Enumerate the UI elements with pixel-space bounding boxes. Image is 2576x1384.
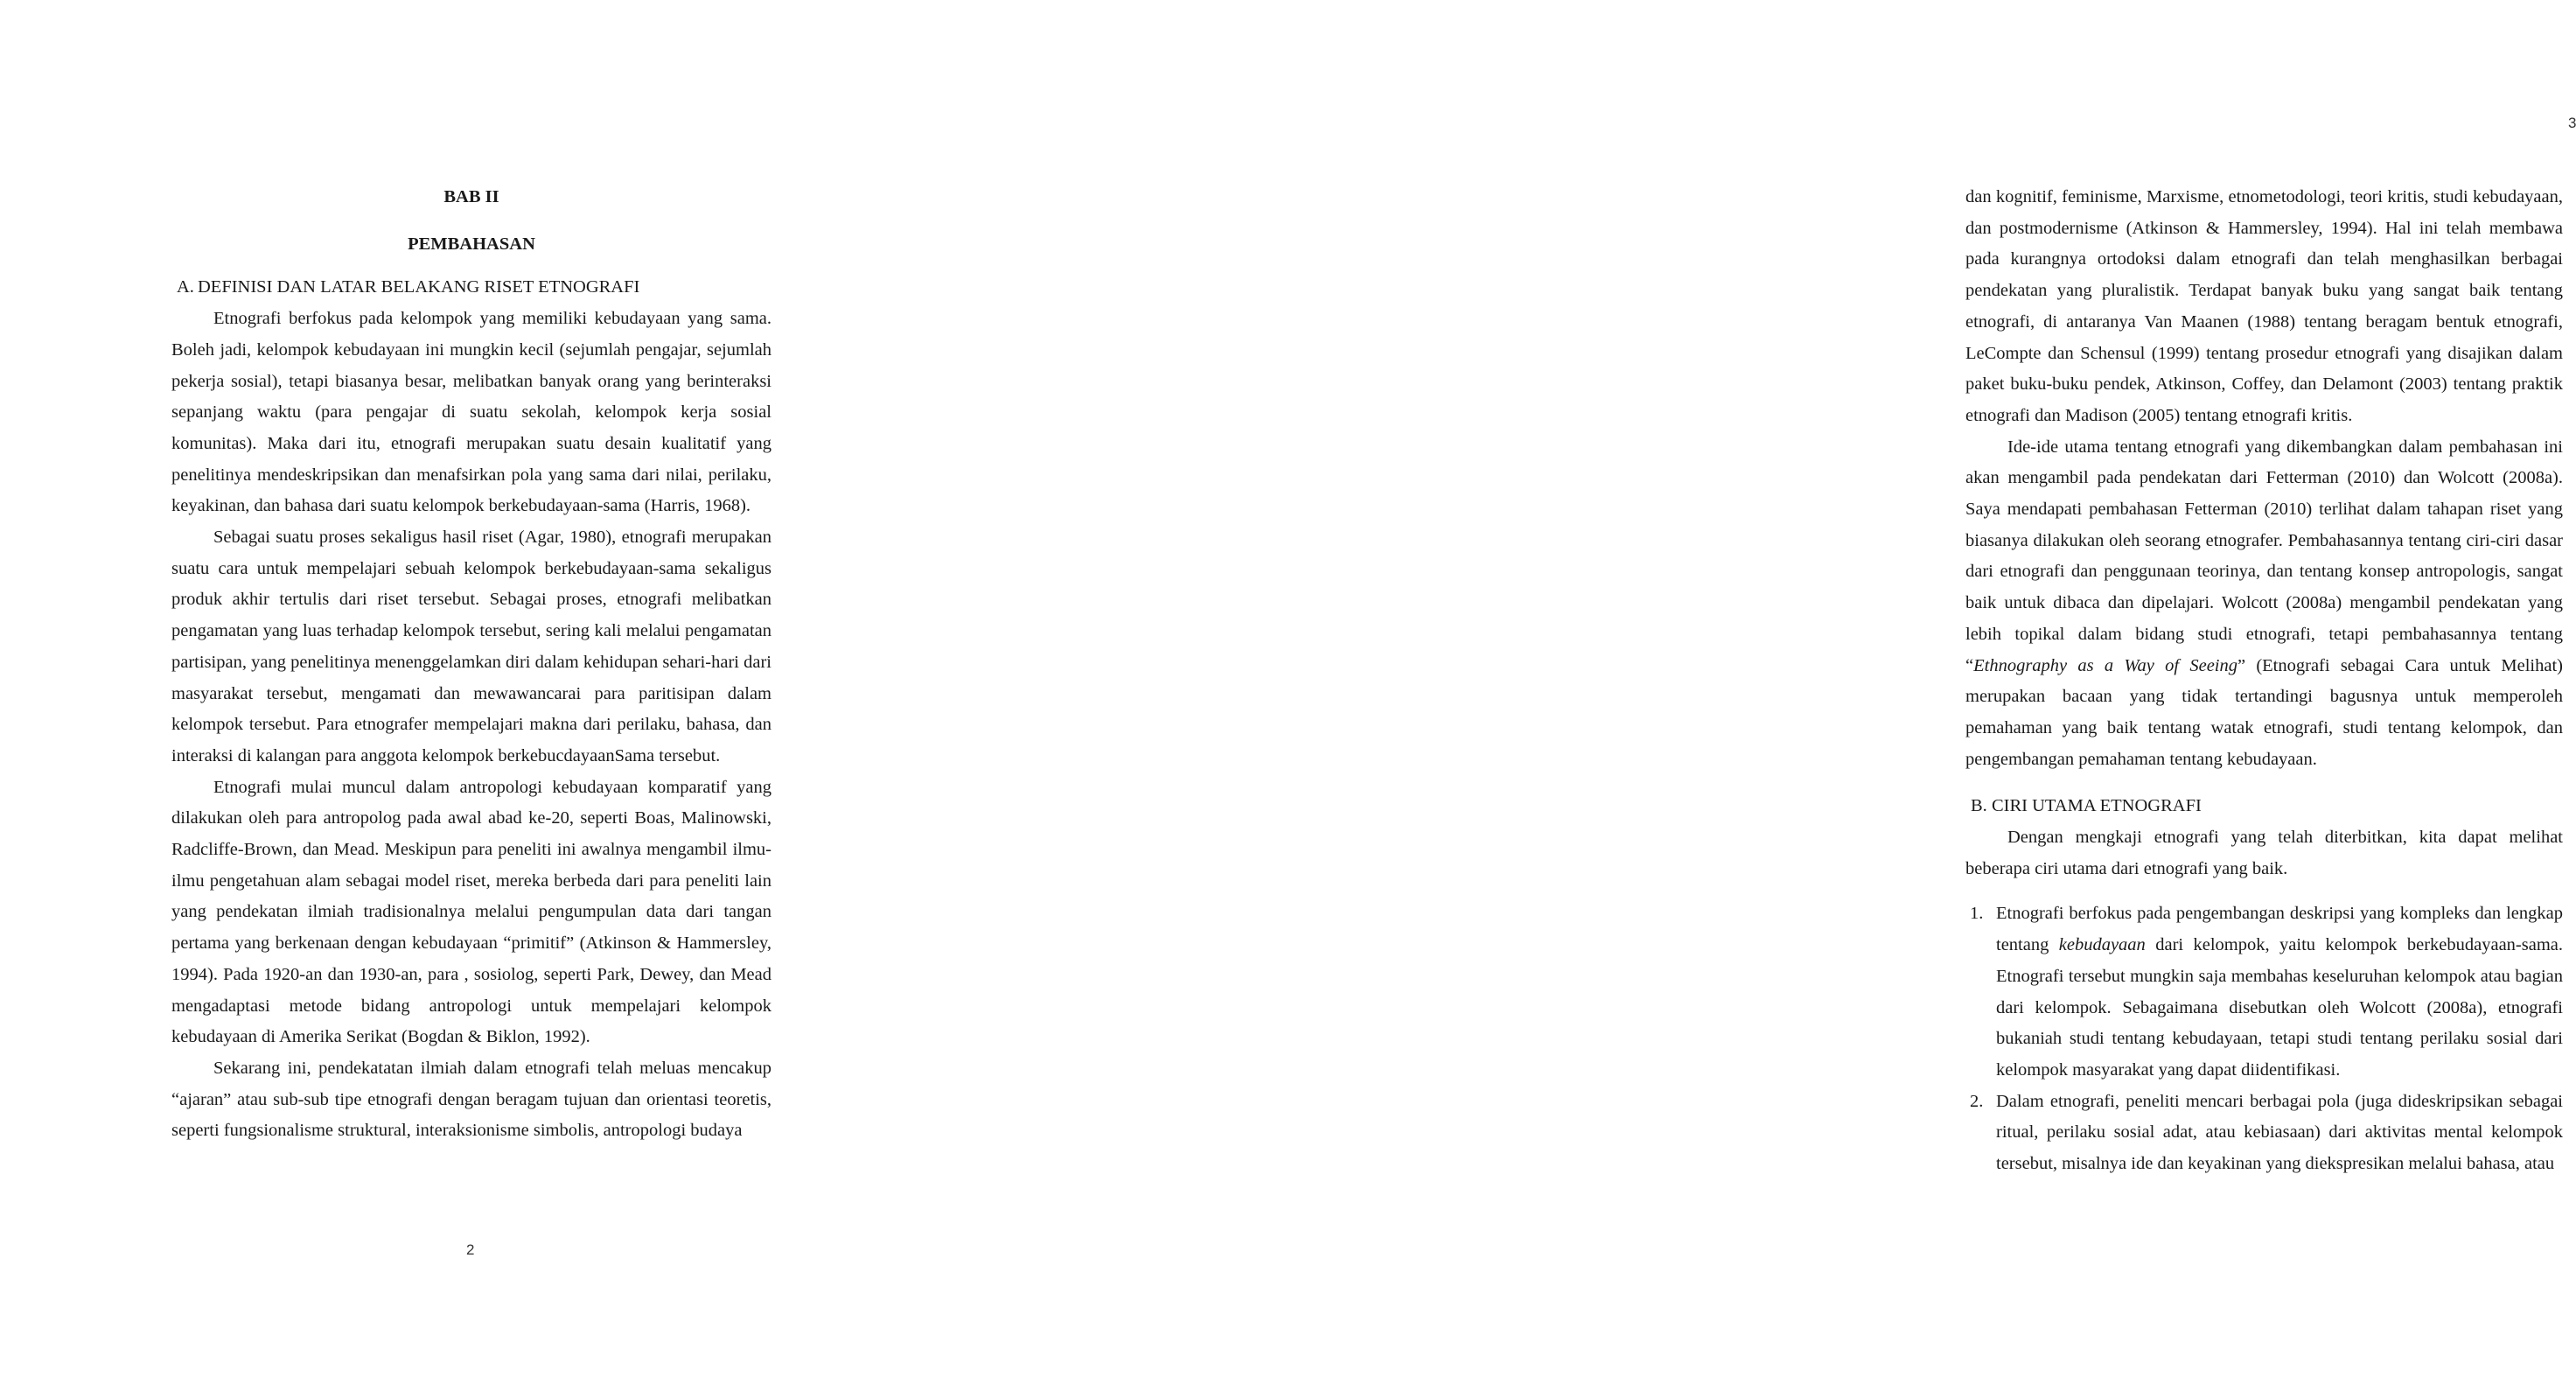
section-a-letter: A. [177,277,194,297]
list-text: Etnografi berfokus pada pengembangan deskripsi yang kompleks dan lengkap tentang [1996,904,2563,955]
section-b-title: CIRI UTAMA ETNOGRAFI [1992,796,2202,816]
paragraph: Etnografi berfokus pada kelompok yang memiliki kebudayaan yang sama. Boleh jadi, kelompok kebudayaan ini mungkin kecil (sejumlah pengajar, sejumlah pekerja sosial), tetapi biasanya besar, melibatkan banyak orang yang berinteraksi sepanjang waktu (para pengajar di suatu sekolah, kelompok kerja sosial komunitas). Maka dari itu, etnografi merupakan suatu desain kualitatif yang penelitinya mendeskripsikan dan menafsirkan pola yang sama dari nilai, perilaku, keyakinan, dan bahasa dari suatu kelompok berkebudayaan-sama (Harris, 1968). [171,309,771,516]
left-page [0,0,896,1384]
chapter-label: BAB II [443,187,499,206]
list-item [1965,898,2563,1086]
paragraph: Sekarang ini, pendekatatan ilmiah dalam etnografi telah meluas mencakup “ajaran” atau sub-sub tipe etnografi dengan beragam tujuan dan orientasi teoretis, seperti fungsionalisme struktural, interaksionisme simbolis, antropologi budaya [171,1058,771,1141]
paragraph-text: ” (Etnografi sebagai Cara untuk Melihat) merupakan bacaan yang tidak tertandingi bagusnya untuk memperoleh pemahaman yang baik tentang watak etnografi, studi tentang kelompok, dan pengembangan pemahaman tentang kebudayaan. [1965,655,2563,769]
paragraph: Dengan mengkaji etnografi yang telah diterbitkan, kita dapat melihat beberapa ciri utama dari etnografi yang baik. [1965,828,2563,878]
paragraph: Sebagai suatu proses sekaligus hasil riset (Agar, 1980), etnografi merupakan suatu cara untuk mempelajari sebuah kelompok berkebudayaan-sama sekaligus produk akhir tertulis dari riset tersebut. Sebagai proses, etnografi melibatkan pengamatan yang luas terhadap kelompok tersebut, sering kali melalui pengamatan partisipan, yang penelitinya menenggelamkan diri dalam kehidupan sehari-hari dari masyarakat tersebut, mengamati dan mewawancarai para paritisipan dalam kelompok tersebut. Para etnografer mempelajari makna dari perilaku, bahasa, dan interaksi di kalangan para anggota kelompok berkebucdayaanSama tersebut. [171,528,771,765]
paragraph-continued: dan kognitif, feminisme, Marxisme, etnometodologi, teori kritis, studi kebudayaan, dan postmodernisme (Atkinson & Hammersley, 1994). Hal ini telah membawa pada kurangnya ortodoksi dalam etnografi dan telah menghasilkan berbagai pendekatan yang pluralistik. Terdapat banyak buku yang sangat baik tentang etnografi, di antaranya Van Maanen (1988) tentang beragam bentuk etnografi, LeCompte dan Schensul (1999) tentang prosedur etnografi yang disajikan dalam paket buku-buku pendek, Atkinson, Coffey, dan Delamont (2003) tentang praktik etnografi dan Madison (2005) tentang etnografi kritis. [1965,187,2563,425]
list-number: 2. [1970,1091,1984,1111]
section-a-title: DEFINISI DAN LATAR BELAKANG RISET ETNOGRAFI [198,277,640,297]
book-title: Ethnography as a Way of Seeing [1973,655,2237,675]
list-item [1965,1087,2563,1180]
list-number: 1. [1970,904,1984,924]
page-number: 3 [2568,115,2576,131]
feature-list [1965,898,2563,1179]
paragraph [1965,432,2563,776]
list-text: dari kelompok, yaitu kelompok berkebudayaan-sama. Etnografi tersebut mungkin saja membahas keseluruhan kelompok atau bagian dari kelompok. Sebagaimana disebutkan oleh Wolcott (2008a), etnografi bukaniah studi tentang kebudayaan, tetapi studi tentang perilaku sosial dari kelompok masyarakat yang dapat diidentifikasi. [1996,935,2563,1080]
right-page [896,0,2576,1384]
section-b-letter: B. [1971,796,1987,816]
paragraph-text: Ide-ide utama tentang etnografi yang dikembangkan dalam pembahasan ini akan mengambil pada pendekatan dari Fetterman (2010) dan Wolcott (2008a). Saya mendapati pembahasan Fetterman (2010) terlihat dalam tahapan riset yang biasanya dilakukan oleh seorang etnografer. Pembahasannya tentang ciri-ciri dasar dari etnografi dan penggunaan teorinya, dan tentang konsep antropologis, sangat baik untuk dibaca dan dipelajari. Wolcott (2008a) mengambil pendekatan yang lebih topikal dalam bidang studi etnografi, tetapi pembahasannya tentang “ [1965,437,2563,675]
right-text-column [1965,182,2563,1180]
list-emphasis: kebudayaan [2058,935,2146,955]
page-number: 2 [466,1241,475,1258]
chapter-title: PEMBAHASAN [408,234,535,254]
list-text: Dalam etnografi, peneliti mencari berbagai pola (juga dideskripsikan sebagai ritual, perilaku sosial adat, atau kebiasaan) dari aktivitas mental kelompok tersebut, misalnya ide dan keyakinan yang diekspresikan melalui bahasa, atau [1996,1091,2563,1174]
left-text-column [171,182,771,1147]
section-b-heading [1965,791,2563,822]
paragraph: Etnografi mulai muncul dalam antropologi kebudayaan komparatif yang dilakukan oleh para antropolog pada awal abad ke-20, seperti Boas, Malinowski, Radcliffe-Brown, dan Mead. Meskipun para peneliti ini awalnya mengambil ilmu-ilmu pengetahuan alam sebagai model riset, mereka berbeda dari para peneliti lain yang pendekatan ilmiah tradisionalnya melalui pengumpulan data dari tangan pertama yang berkenaan dengan kebudayaan “primitif” (Atkinson & Hammersley, 1994). Pada 1920-an dan 1930-an, para , sosiolog, seperti Park, Dewey, dan Mead mengadaptasi metode bidang antropologi untuk mempelajari kelompok kebudayaan di Amerika Serikat (Bogdan & Biklon, 1992). [171,777,771,1047]
section-a-heading [171,272,771,304]
